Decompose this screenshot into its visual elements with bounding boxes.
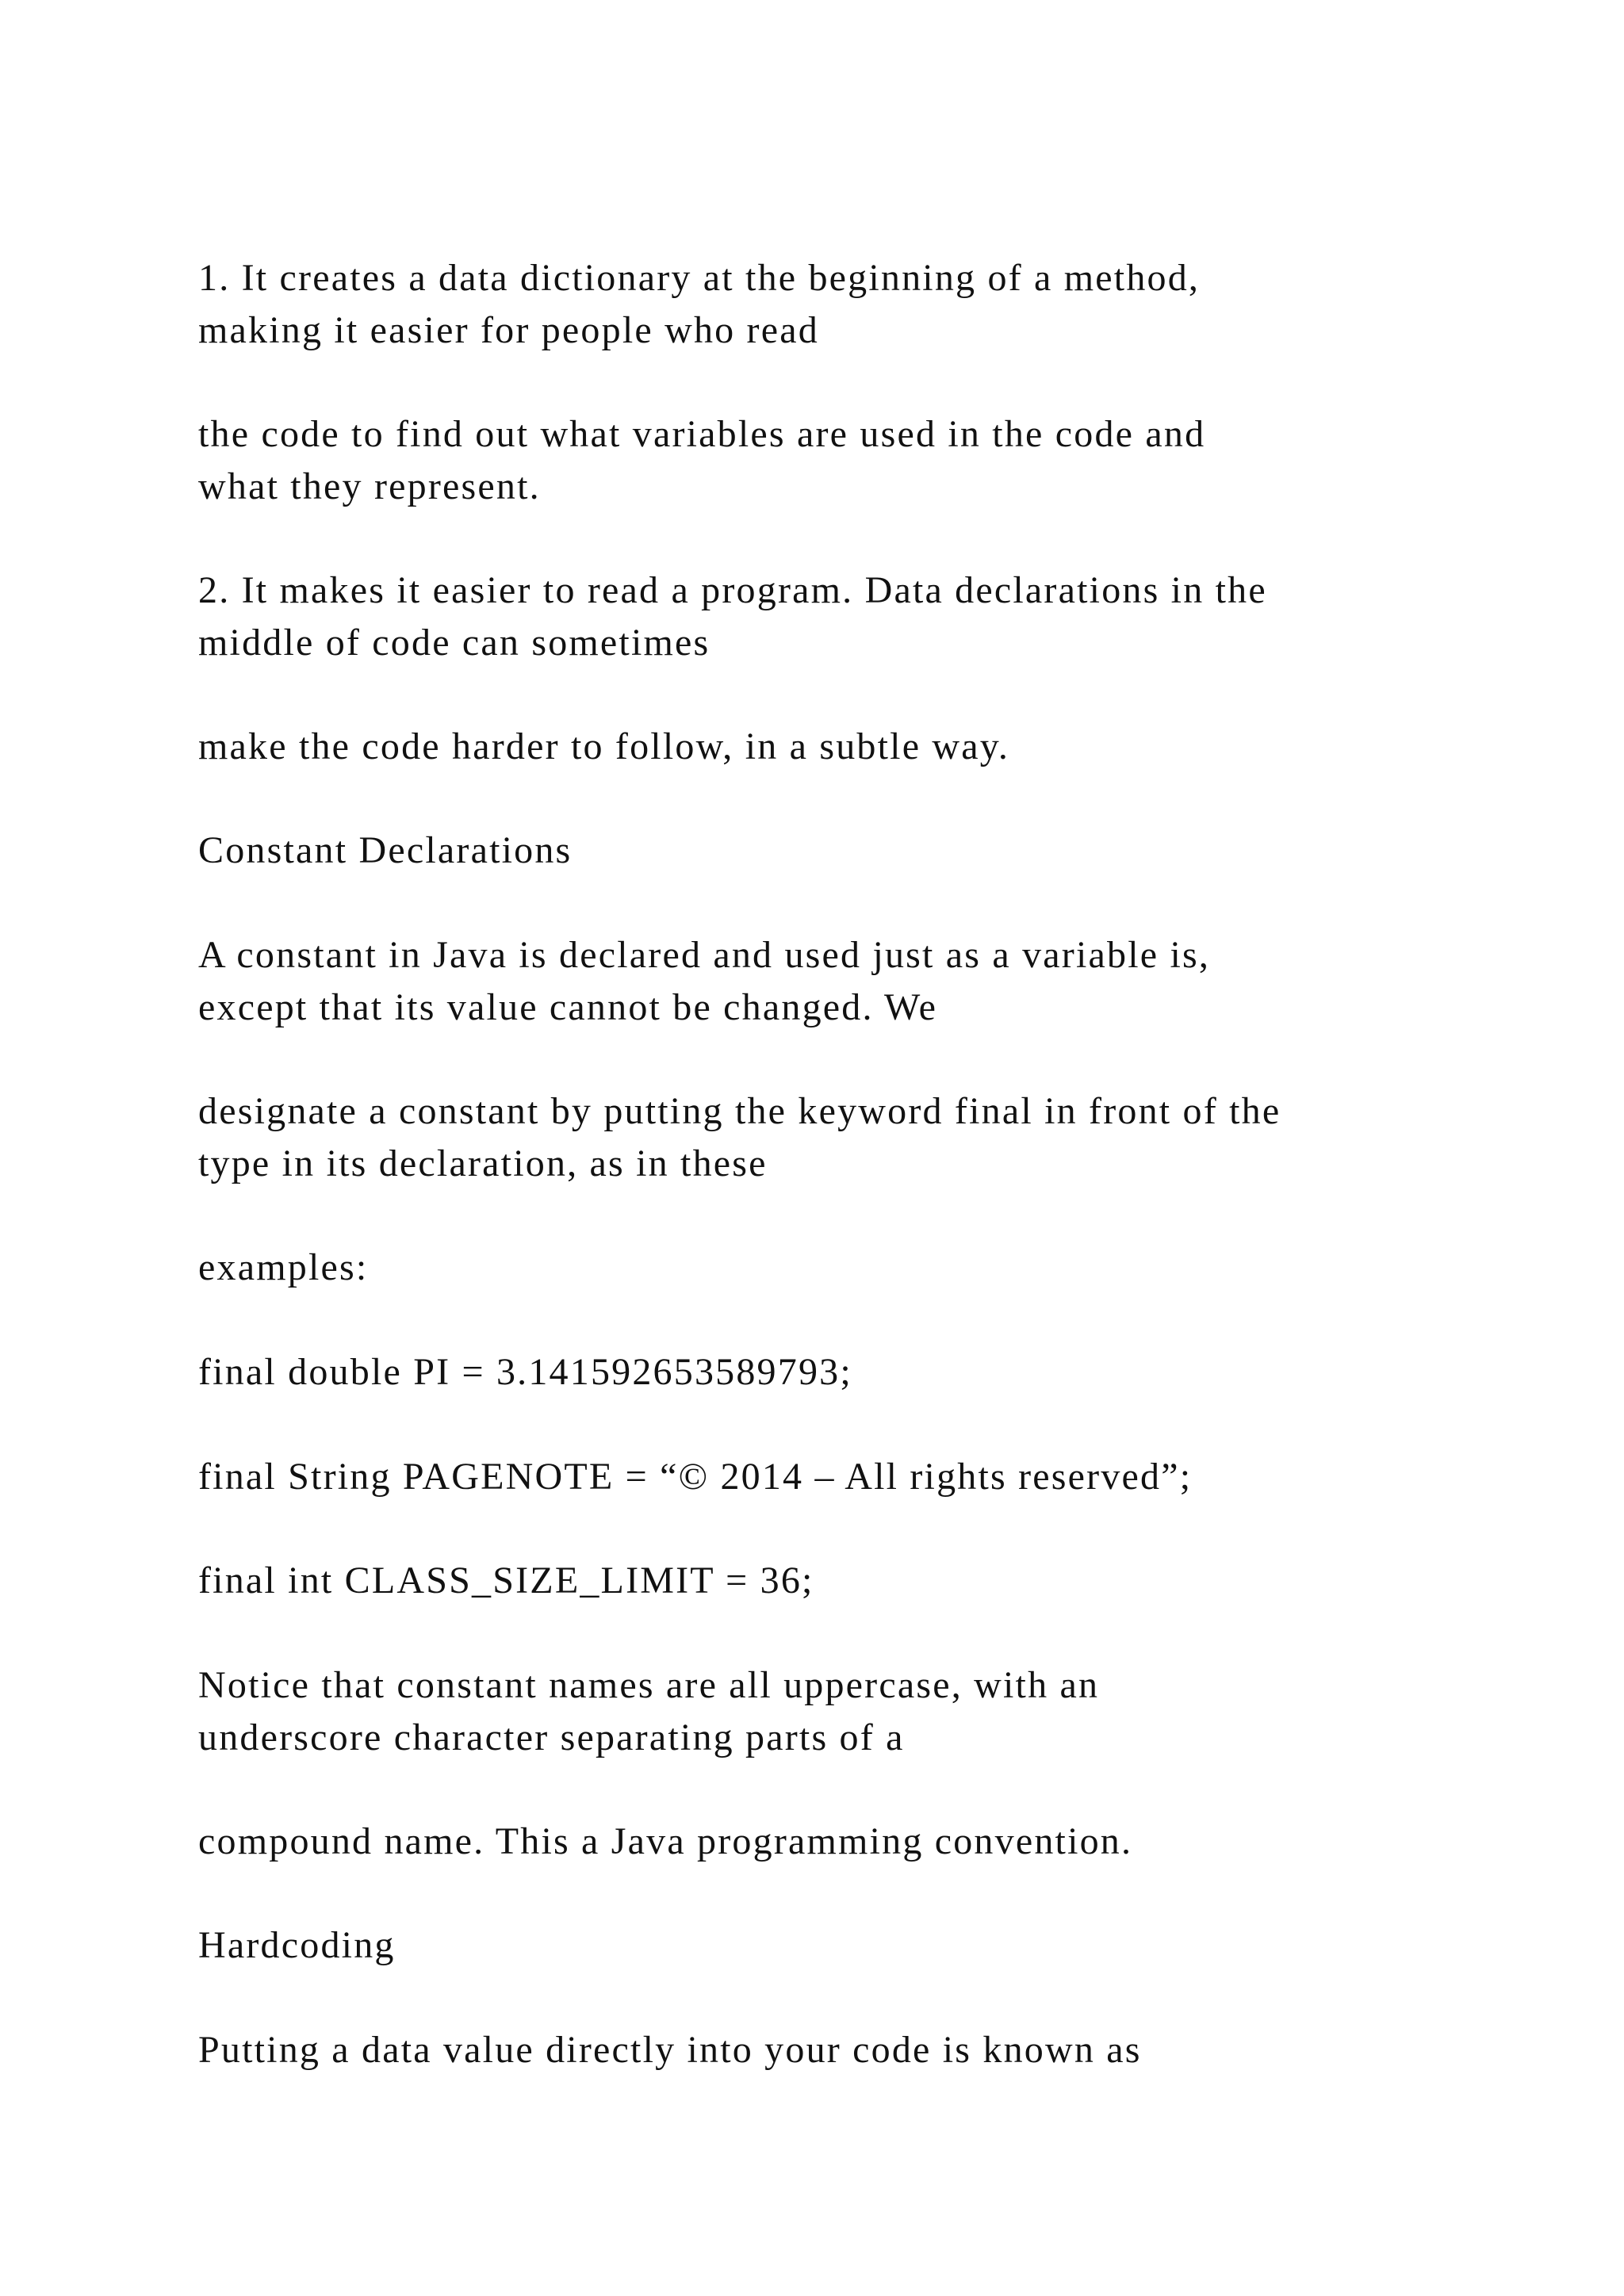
text-line: middle of code can sometimes (198, 622, 710, 664)
heading-hardcoding (198, 1919, 396, 1972)
heading-text: Constant Declarations (198, 829, 573, 871)
text-line: compound name. This a Java programming convention. (198, 1820, 1133, 1862)
code-line: final String PAGENOTE = “© 2014 – All rights reserved”; (198, 1456, 1193, 1498)
text-line: underscore character separating parts of a (198, 1716, 905, 1758)
text-line: 2. It makes it easier to read a program. Data declarations in the (198, 569, 1267, 611)
paragraph-easier-to-read (198, 564, 1267, 669)
paragraph-data-dictionary (198, 252, 1200, 357)
paragraph-examples (198, 1242, 368, 1294)
text-line: except that its value cannot be changed. We (198, 986, 938, 1028)
code-line: final double PI = 3.141592653589793; (198, 1351, 852, 1393)
text-line: examples: (198, 1246, 369, 1288)
text-line: 1. It creates a data dictionary at the beginning of a method, (198, 257, 1201, 299)
text-line: the code to find out what variables are used in the code and (198, 413, 1206, 455)
text-line: making it easier for people who read (198, 309, 819, 351)
text-line: what they represent. (198, 465, 541, 507)
heading-text: Hardcoding (198, 1924, 396, 1966)
text-line: designate a constant by putting the keyword final in front of the (198, 1090, 1281, 1132)
paragraph-keyword-final (198, 1085, 1281, 1190)
paragraph-uppercase-names (198, 1659, 1099, 1764)
heading-constant-declarations (198, 825, 572, 877)
code-example-class-size-limit (198, 1555, 814, 1607)
code-example-pagenote (198, 1451, 1192, 1503)
text-line: make the code harder to follow, in a subtle way. (198, 725, 1010, 767)
paragraph-variables-used (198, 408, 1205, 513)
paragraph-data-value-in-code (198, 2024, 1142, 2076)
code-example-pi (198, 1346, 852, 1399)
paragraph-constant-in-java (198, 929, 1210, 1034)
paragraph-harder-to-follow (198, 721, 1009, 773)
text-line: A constant in Java is declared and used just as a variable is, (198, 934, 1211, 976)
text-line: Notice that constant names are all uppercase, with an (198, 1664, 1100, 1706)
paragraph-java-convention (198, 1816, 1132, 1868)
text-line: type in its declaration, as in these (198, 1142, 768, 1184)
code-line: final int CLASS_SIZE_LIMIT = 36; (198, 1559, 814, 1601)
text-line: Putting a data value directly into your code is known as (198, 2029, 1142, 2071)
